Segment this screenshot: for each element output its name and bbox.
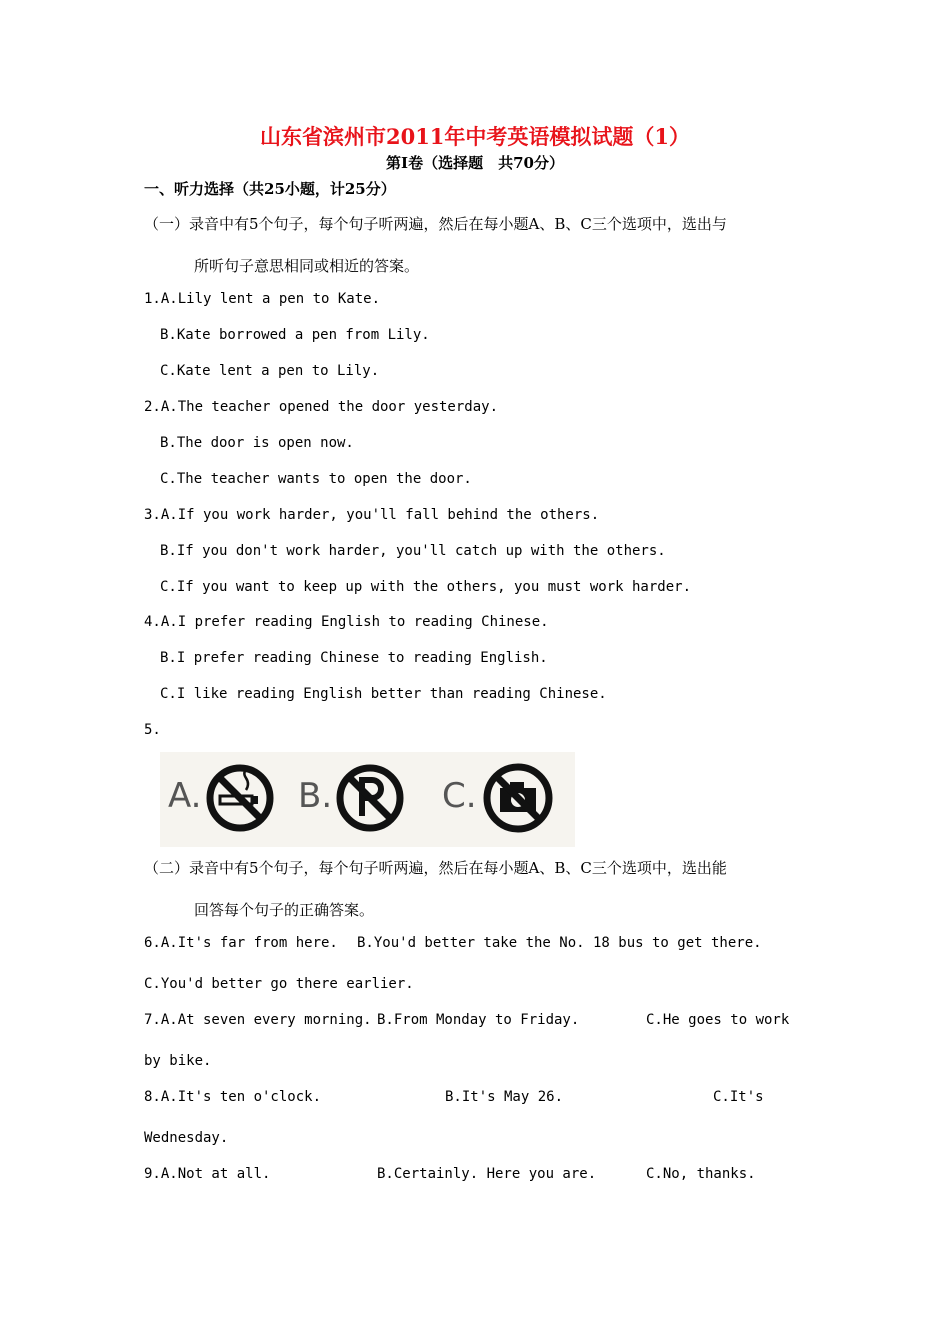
no-photography-icon bbox=[478, 758, 558, 838]
q1-option-c: C.Kate lent a pen to Lily. bbox=[160, 363, 380, 379]
q4-option-a: 4.A.I prefer reading English to reading Chinese. bbox=[144, 614, 549, 630]
q2-option-c: C.The teacher wants to open the door. bbox=[160, 471, 472, 487]
q6-option-a: 6.A.It's far from here. bbox=[144, 935, 338, 951]
q3-option-a: 3.A.If you work harder, you'll fall behind the others. bbox=[144, 507, 600, 523]
q9-option-a: 9.A.Not at all. bbox=[144, 1166, 271, 1182]
page-title: 山东省滨州市2011年中考英语模拟试题（1） bbox=[259, 124, 691, 149]
part1-instruction-line1: （一）录音中有5个句子，每个句子听两遍，然后在每小题A、B、C三个选项中，选出与 bbox=[144, 215, 727, 233]
q6-option-b: B.You'd better take the No. 18 bus to get there. bbox=[357, 935, 762, 951]
part2-instruction-line1: （二）录音中有5个句子，每个句子听两遍，然后在每小题A、B、C三个选项中，选出能 bbox=[144, 859, 727, 877]
q8-option-c-continued: Wednesday. bbox=[144, 1130, 229, 1146]
section-heading: 一、听力选择（共25小题，计25分） bbox=[144, 180, 396, 198]
sign-b-label: B. bbox=[298, 776, 333, 816]
q8-option-b: B.It's May 26. bbox=[445, 1089, 564, 1105]
sign-a-label: A. bbox=[168, 776, 202, 816]
paper-subtitle: 第Ⅰ卷（选择题 共70分） bbox=[386, 154, 564, 172]
q7-option-c: C.He goes to work bbox=[646, 1012, 790, 1028]
q7-option-b: B.From Monday to Friday. bbox=[377, 1012, 580, 1028]
q2-option-b: B.The door is open now. bbox=[160, 435, 354, 451]
q3-option-c: C.If you want to keep up with the others, you must work harder. bbox=[160, 579, 692, 595]
no-parking-icon bbox=[332, 760, 408, 836]
q4-option-b: B.I prefer reading Chinese to reading English. bbox=[160, 650, 548, 666]
q1-option-b: B.Kate borrowed a pen from Lily. bbox=[160, 327, 430, 343]
q8-option-a: 8.A.It's ten o'clock. bbox=[144, 1089, 322, 1105]
q8-option-c: C.It's bbox=[713, 1089, 764, 1105]
q2-option-a: 2.A.The teacher opened the door yesterday. bbox=[144, 399, 499, 415]
part2-instruction-line2: 回答每个句子的正确答案。 bbox=[194, 901, 375, 919]
q9-option-b: B.Certainly. Here you are. bbox=[377, 1166, 597, 1182]
q5-sign-images bbox=[160, 752, 575, 847]
q6-option-c: C.You'd better go there earlier. bbox=[144, 976, 414, 992]
q1-option-a: 1.A.Lily lent a pen to Kate. bbox=[144, 291, 381, 307]
q4-option-c: C.I like reading English better than reading Chinese. bbox=[160, 686, 607, 702]
q5-number: 5. bbox=[144, 722, 161, 738]
part1-instruction-line2: 所听句子意思相同或相近的答案。 bbox=[194, 257, 420, 275]
sign-c-label: C. bbox=[442, 776, 477, 816]
q7-option-a: 7.A.At seven every morning. bbox=[144, 1012, 372, 1028]
q3-option-b: B.If you don't work harder, you'll catch up with the others. bbox=[160, 543, 666, 559]
q9-option-c: C.No, thanks. bbox=[646, 1166, 756, 1182]
q7-option-c-continued: by bike. bbox=[144, 1053, 212, 1069]
no-smoking-icon bbox=[202, 760, 278, 836]
